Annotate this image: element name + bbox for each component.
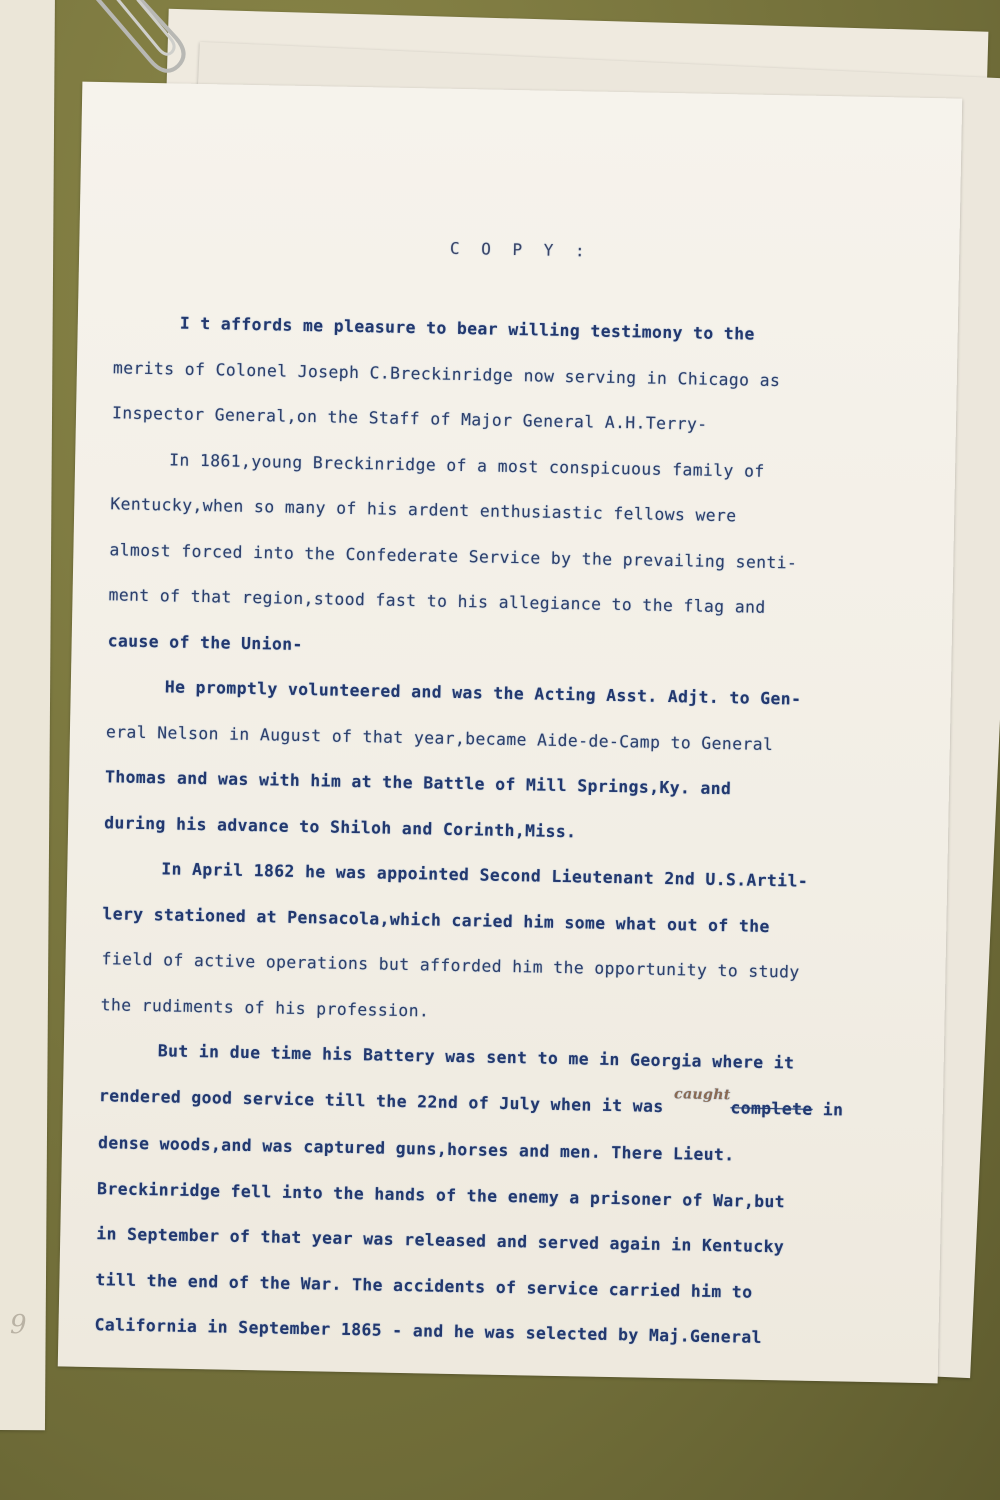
text-line: In April 1862 he was appointed Second Lieutenant 2nd U.S.Artil- (161, 859, 809, 891)
typed-page (58, 82, 963, 1384)
text-line: in September of that year was released and served again in Kentucky (96, 1224, 785, 1257)
text-line: I t affords me pleasure to bear willing testimony to the (179, 313, 755, 344)
margin-pencil-mark: 9 (10, 1310, 27, 1340)
text-line: field of active operations but afforded him the opportunity to study (101, 949, 800, 982)
text-line: Inspector General,on the Staff of Major General A.H.Terry- (111, 403, 708, 434)
paragraph-2 (107, 436, 921, 679)
paragraph-5 (94, 1027, 910, 1363)
paragraph-3 (104, 663, 917, 861)
text-line: ment of that region,stood fast to his allegiance to the flag and (108, 585, 766, 617)
text-line: the rudiments of his profession. (100, 994, 430, 1020)
handwritten-insertion: caught (673, 1085, 731, 1103)
text-line: dense woods,and was captured guns,horses and men. There Lieut. (97, 1133, 735, 1165)
text-line: lery stationed at Pensacola,which caried him some what out of the (102, 903, 770, 936)
text-line: Breckinridge fell into the hands of the enemy a prisoner of War,but (96, 1178, 786, 1211)
page-heading: C O P Y : (449, 238, 591, 261)
text-line: In 1861,young Breckinridge of a most conspicuous family of (168, 449, 765, 481)
text-line: California in September 1865 - and he was selected by Maj.General (94, 1315, 763, 1347)
text-line: But in due time his Battery was sent to me in Georgia where it (157, 1041, 795, 1073)
text-line: Kentucky,when so many of his ardent enthusiastic fellows were (110, 494, 737, 526)
struck-word: complete (730, 1097, 813, 1119)
paperclip-icon (80, 0, 200, 90)
text-line: during his advance to Shiloh and Corinth,Miss. (104, 812, 577, 841)
text-line: eral Nelson in August of that year,became Aide-de-Camp to General (105, 721, 774, 754)
text-line: cause of the Union- (107, 630, 303, 654)
text-fragment: in (822, 1099, 844, 1119)
background-sheet-left (0, 0, 55, 1430)
page-body (94, 232, 925, 1363)
text-line: almost forced into the Confederate Service by the prevailing senti- (109, 539, 798, 572)
text-line: till the end of the War. The accidents of service carried him to (95, 1269, 753, 1302)
text-fragment: rendered good service till the 22nd of July when it was (98, 1085, 664, 1116)
paragraph-4 (100, 845, 913, 1043)
paragraph-1 (112, 299, 924, 451)
text-line: Thomas and was with him at the Battle of Mill Springs,Ky. and (104, 767, 732, 799)
text-line: merits of Colonel Joseph C.Breckinridge now serving in Chicago as (112, 357, 781, 390)
text-line: He promptly volunteered and was the Acting Asst. Adjt. to Gen- (164, 677, 802, 709)
